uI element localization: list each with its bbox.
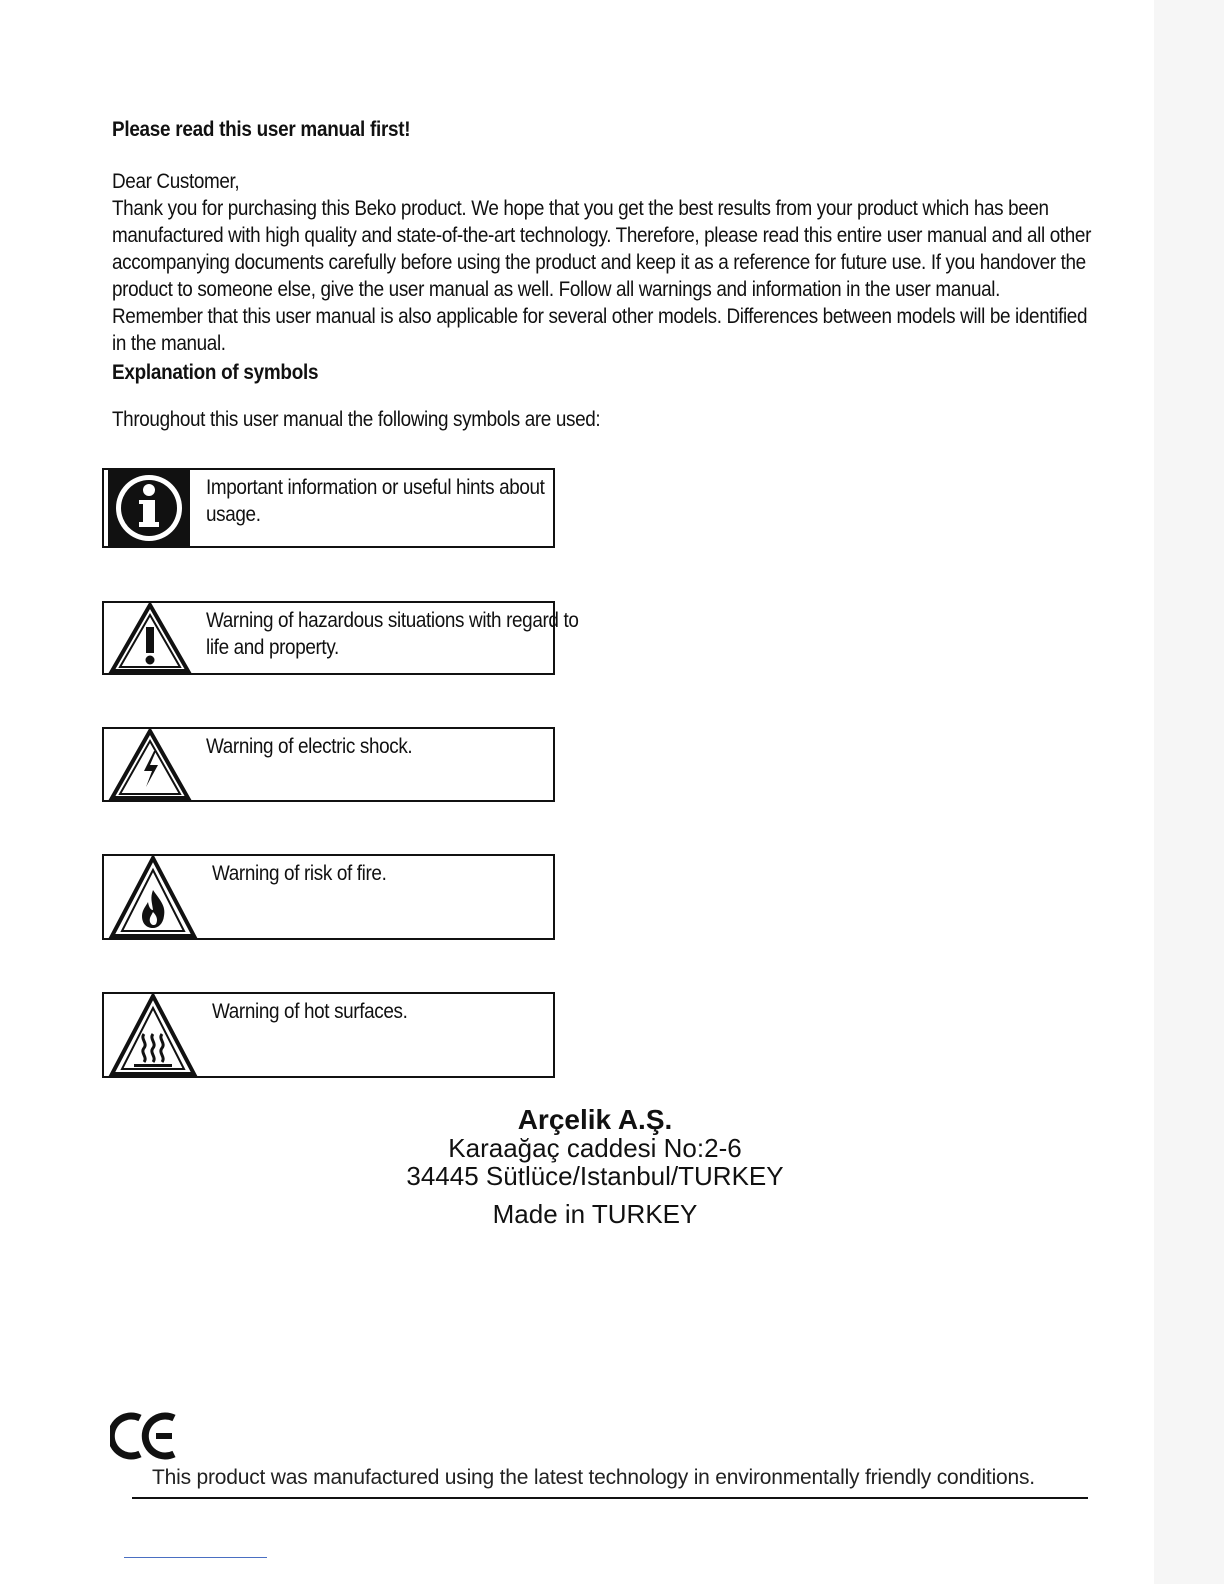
symbols-heading: Explanation of symbols [112, 361, 319, 384]
symbols-intro: Throughout this user manual the following symbols are used: [112, 408, 601, 431]
intro-paragraph-2: Remember that this user manual is also applicable for several other models. Differences between models will be identified in the manual. [112, 305, 1088, 355]
symbol-box-info [102, 468, 555, 548]
footer-divider [132, 1497, 1088, 1499]
intro-section [112, 118, 1102, 433]
company-name: Arçelik A.Ş. [517, 1104, 673, 1135]
footer-note: This product was manufactured using the latest technology in environmentally friendly conditions. [152, 1466, 1035, 1489]
symbol-label-warning: Warning of hazardous situations with regard to life and property. [206, 609, 579, 659]
symbol-label-info: Important information or useful hints about usage. [206, 476, 545, 526]
symbol-label-hot-surface: Warning of hot surfaces. [212, 1000, 408, 1023]
hot-surface-icon [108, 994, 198, 1081]
company-address-line-1: Karaağaç caddesi No:2-6 [448, 1133, 742, 1163]
made-in: Made in TURKEY [492, 1199, 698, 1229]
page-title: Please read this user manual first! [112, 118, 411, 141]
electric-shock-icon [108, 729, 192, 805]
symbol-box-electric [102, 727, 555, 802]
symbol-label-electric: Warning of electric shock. [206, 735, 413, 758]
company-address-line-2: 34445 Sütlüce/Istanbul/TURKEY [406, 1161, 784, 1191]
symbol-box-warning [102, 601, 579, 675]
symbol-box-fire [102, 854, 555, 940]
symbol-label-fire: Warning of risk of fire. [212, 862, 387, 885]
fire-icon [108, 856, 198, 943]
page-edge-shade [1154, 0, 1224, 1584]
ce-mark-logo [110, 1410, 180, 1467]
symbol-box-hot-surface [102, 992, 555, 1078]
intro-paragraph-1: Thank you for purchasing this Beko product. We hope that you get the best results from your product which has been manufactured with high quality and state-of-the-art technology. Therefore, please read this entire user manual and all other accompanying documents carefully before using the product and keep it as a reference for future use. If you handover the product to someone else, give the user manual as well. Follow all warnings and information in the user manual. [112, 197, 1092, 301]
greeting: Dear Customer, [112, 170, 240, 193]
warning-icon [108, 603, 192, 678]
footer-link-line [124, 1557, 267, 1558]
company-address [380, 1106, 810, 1228]
info-icon [108, 470, 190, 551]
